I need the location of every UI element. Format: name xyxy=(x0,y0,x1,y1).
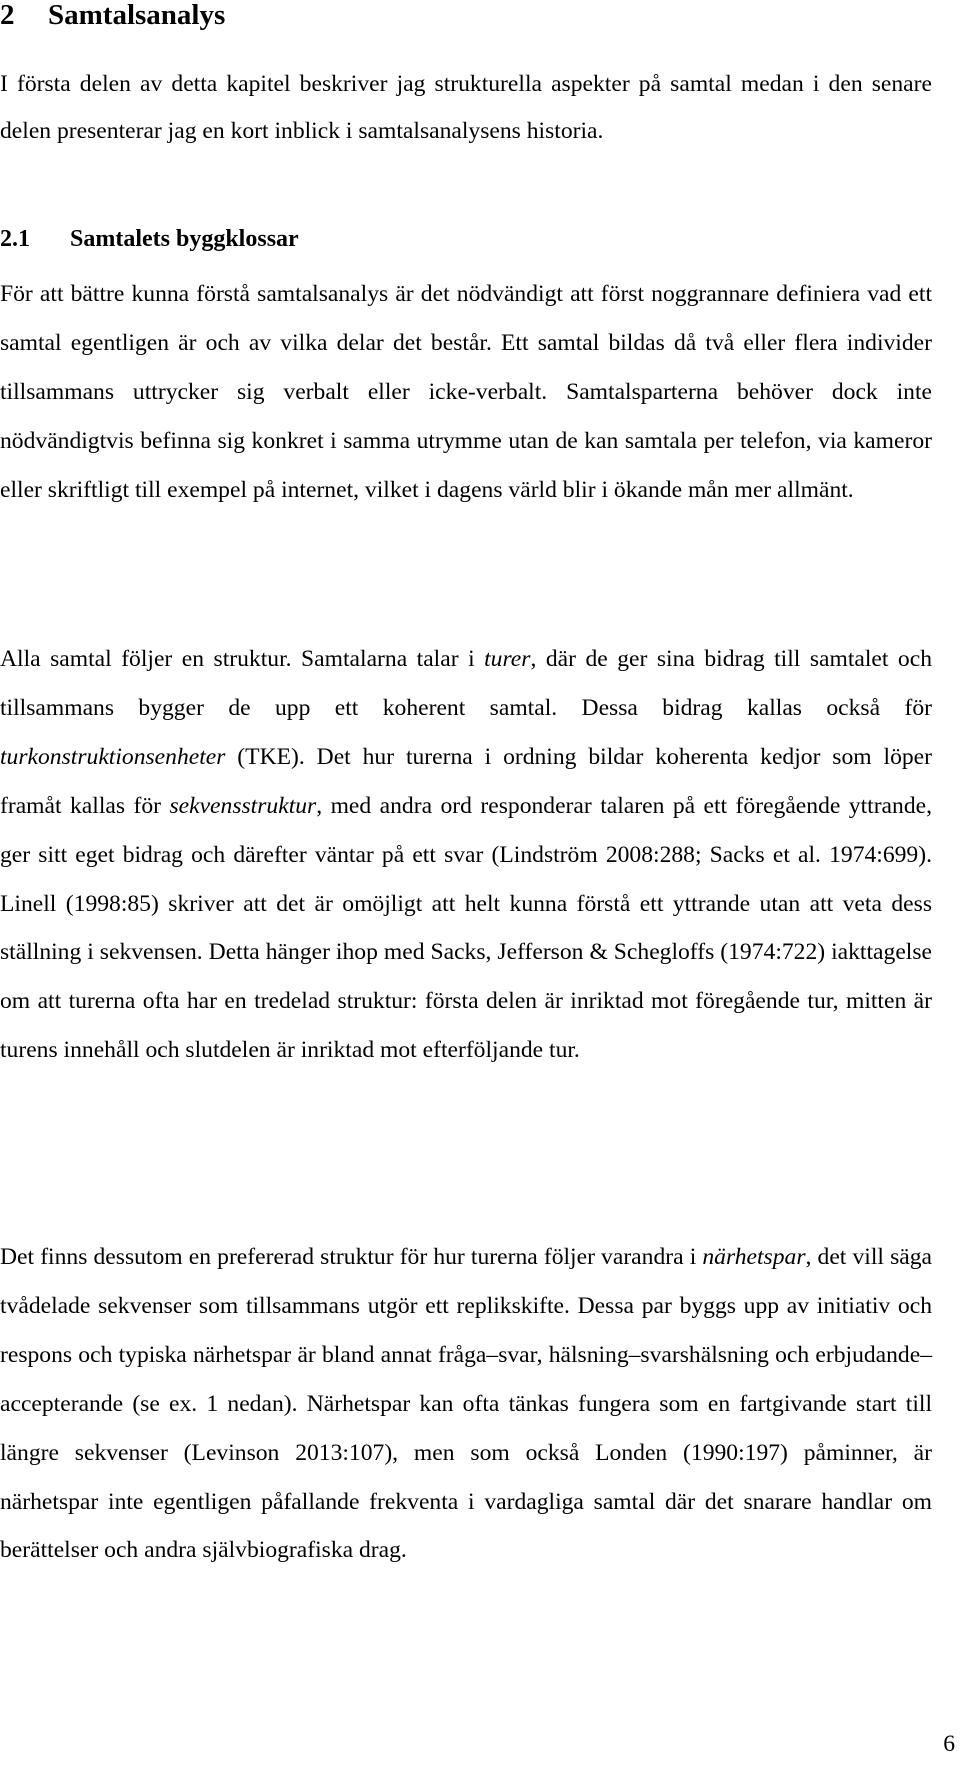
term-turer: turer xyxy=(484,646,531,672)
section-title: Samtalets byggklossar xyxy=(70,226,299,252)
chapter-number: 2 xyxy=(0,0,15,31)
chapter-title: Samtalsanalys xyxy=(48,0,226,31)
page-number: 6 xyxy=(943,1731,955,1757)
paragraph-text: Alla samtal följer en struktur. Samtalarna talar i xyxy=(0,646,485,672)
chapter-heading xyxy=(0,0,225,30)
section-number: 2.1 xyxy=(0,226,30,252)
body-paragraph-3 xyxy=(0,1233,932,1575)
term-sekvensstruktur: sekvensstruktur xyxy=(169,792,317,819)
intro-paragraph: I första delen av detta kapitel beskriver jag strukturella aspekter på samtal medan i den senare delen presenterar jag en kort inblick i samtalsanalysens historia. xyxy=(0,71,932,144)
term-narhetspar: närhetspar xyxy=(702,1244,806,1270)
body-paragraph-1: För att bättre kunna förstå samtalsanalys är det nödvändigt att först noggrannare definiera vad ett samtal egentligen är och av vilka delar det består. Ett samtal bildas då två eller flera individer tillsammans uttrycker sig verbalt eller icke-verbalt. Samtalsparterna behöver dock inte nödvändigtvis befinna sig konkret i samma utrymme utan de kan samtala per telefon, via kameror eller skriftligt till exempel på internet, vilket i dagens värld blir i ökande mån mer allmänt. xyxy=(0,281,932,503)
paragraph-text: , det vill säga tvådelade sekvenser som tillsammans utgör ett replikskifte. Dessa par byggs upp av initiativ och respons och typiska närhetspar är bland annat fråga–svar, hälsning–svarshälsning och erbjudande–accepterande (se ex. 1 nedan). Närhetspar kan ofta tänkas fungera som en fartgivande start till längre sekvenser (Levinson 2013:107), men som också Londen (1990:197) påminner, är närhetspar inte egentligen påfallande frekventa i vardagliga samtal där det snarare handlar om berättelser och andra självbiografiska drag. xyxy=(0,1244,932,1564)
paragraph-text: , där de ger sina bidrag till samtalet och tillsammans bygger de upp ett koherent samtal. Dessa bidrag kallas också för xyxy=(0,646,932,721)
paragraph-text: , med andra ord responderar talaren på ett föregående yttrande, ger sitt eget bidrag och därefter väntar på ett svar (Lindström 2008:288; Sacks et al. 1974:699). Linell (1998:85) skriver att det är omöjligt att helt kunna förstå ett yttrande utan att veta dess ställning i sekvensen. Detta hänger ihop med Sacks, Jefferson & Schegloffs (1974:722) iakttagelse om att turerna ofta har en tredelad struktur: första delen är inriktad mot föregående tur, mitten är turens innehåll och slutdelen är inriktad mot efterföljande tur. xyxy=(0,792,932,1064)
paragraph-text: (TKE). Det hur turerna i ordning bildar koherenta kedjor som löper framåt kallas för xyxy=(0,743,932,819)
body-paragraph-2 xyxy=(0,635,932,1075)
section-heading xyxy=(0,224,299,254)
term-turkonstruktionsenheter: turkonstruktionsenheter xyxy=(0,743,226,770)
paragraph-text: Det finns dessutom en prefererad struktur för hur turerna följer varandra i xyxy=(0,1244,703,1270)
